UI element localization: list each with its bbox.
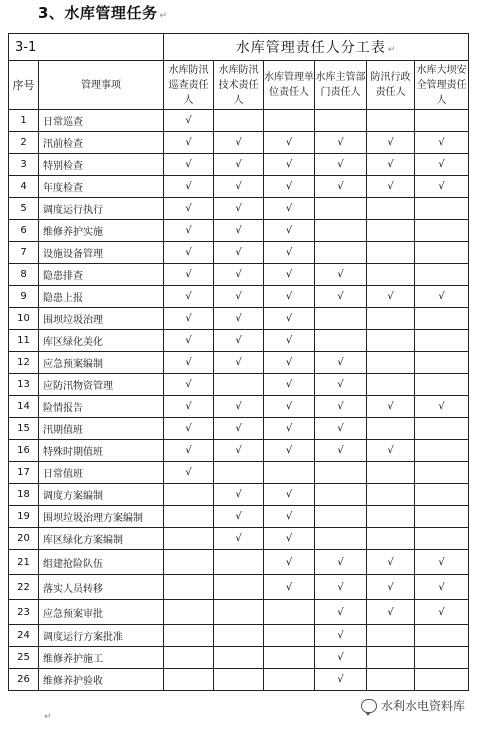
empty-cell (164, 647, 214, 669)
empty-cell (367, 220, 415, 242)
empty-cell (367, 418, 415, 440)
row-number: 17 (9, 462, 39, 484)
col-header-role: 防汛行政责任人 (367, 61, 415, 110)
empty-cell (367, 462, 415, 484)
check-mark: √ (315, 669, 367, 691)
empty-cell (415, 625, 469, 647)
empty-cell (315, 462, 367, 484)
row-number: 2 (9, 132, 39, 154)
row-item: 应防汛物资管理 (39, 374, 164, 396)
check-mark: √ (315, 264, 367, 286)
empty-cell (367, 506, 415, 528)
watermark (361, 697, 465, 714)
row-number: 9 (9, 286, 39, 308)
row-number: 13 (9, 374, 39, 396)
table-row (9, 647, 469, 669)
check-mark: √ (367, 440, 415, 462)
empty-cell (214, 647, 264, 669)
empty-cell (315, 242, 367, 264)
row-item: 特别检查 (39, 154, 164, 176)
check-mark: √ (367, 575, 415, 600)
row-item: 组建抢险队伍 (39, 550, 164, 575)
table-row (9, 154, 469, 176)
check-mark: √ (214, 220, 264, 242)
row-item: 库区绿化美化 (39, 330, 164, 352)
check-mark: √ (214, 484, 264, 506)
empty-cell (164, 575, 214, 600)
empty-cell (214, 550, 264, 575)
check-mark: √ (164, 154, 214, 176)
table-row (9, 669, 469, 691)
empty-cell (415, 220, 469, 242)
row-number: 16 (9, 440, 39, 462)
empty-cell (367, 352, 415, 374)
check-mark: √ (214, 308, 264, 330)
table-title: 水库管理责任人分工表 ↵ (164, 34, 469, 61)
check-mark: √ (164, 242, 214, 264)
empty-cell (315, 308, 367, 330)
row-number: 7 (9, 242, 39, 264)
check-mark: √ (264, 484, 315, 506)
col-header-role: 水库管理单位责任人 (264, 61, 315, 110)
table-row (9, 506, 469, 528)
empty-cell (315, 330, 367, 352)
check-mark: √ (315, 352, 367, 374)
row-item: 隐患上报 (39, 286, 164, 308)
check-mark: √ (415, 154, 469, 176)
empty-cell (164, 484, 214, 506)
empty-cell (264, 110, 315, 132)
row-number: 10 (9, 308, 39, 330)
check-mark: √ (315, 647, 367, 669)
check-mark: √ (367, 550, 415, 575)
check-mark: √ (264, 286, 315, 308)
row-number: 14 (9, 396, 39, 418)
row-item: 调度方案编制 (39, 484, 164, 506)
check-mark: √ (164, 440, 214, 462)
check-mark: √ (214, 330, 264, 352)
check-mark: √ (315, 550, 367, 575)
check-mark: √ (264, 330, 315, 352)
check-mark: √ (367, 396, 415, 418)
check-mark: √ (264, 550, 315, 575)
row-number: 19 (9, 506, 39, 528)
row-item: 特殊时期值班 (39, 440, 164, 462)
check-mark: √ (367, 132, 415, 154)
row-item: 调度运行方案批准 (39, 625, 164, 647)
check-mark: √ (315, 575, 367, 600)
check-mark: √ (367, 176, 415, 198)
row-number: 11 (9, 330, 39, 352)
check-mark: √ (367, 600, 415, 625)
table-row (9, 220, 469, 242)
check-mark: √ (315, 374, 367, 396)
check-mark: √ (315, 600, 367, 625)
empty-cell (164, 669, 214, 691)
check-mark: √ (164, 286, 214, 308)
check-mark: √ (415, 600, 469, 625)
check-mark: √ (214, 352, 264, 374)
table-row (9, 462, 469, 484)
col-header-role: 水库防汛巡查责任人 (164, 61, 214, 110)
check-mark: √ (315, 154, 367, 176)
row-item: 日常值班 (39, 462, 164, 484)
row-number: 3 (9, 154, 39, 176)
row-item: 维修养护施工 (39, 647, 164, 669)
row-item: 应急预案审批 (39, 600, 164, 625)
table-caption-row (9, 34, 469, 61)
check-mark: √ (315, 132, 367, 154)
check-mark: √ (164, 132, 214, 154)
row-number: 12 (9, 352, 39, 374)
empty-cell (315, 198, 367, 220)
row-number: 25 (9, 647, 39, 669)
check-mark: √ (264, 374, 315, 396)
check-mark: √ (264, 220, 315, 242)
empty-cell (415, 669, 469, 691)
row-number: 6 (9, 220, 39, 242)
empty-cell (415, 374, 469, 396)
row-item: 隐患排查 (39, 264, 164, 286)
check-mark: √ (367, 286, 415, 308)
check-mark: √ (264, 132, 315, 154)
chat-bubble-icon (361, 699, 377, 713)
empty-cell (315, 220, 367, 242)
empty-cell (214, 462, 264, 484)
row-item: 落实人员转移 (39, 575, 164, 600)
responsibility-table (8, 33, 469, 691)
table-row (9, 308, 469, 330)
table-row (9, 575, 469, 600)
check-mark: √ (214, 242, 264, 264)
empty-cell (367, 625, 415, 647)
watermark-text: 水利水电资料库 (380, 699, 465, 713)
empty-cell (264, 625, 315, 647)
check-mark: √ (264, 154, 315, 176)
table-row (9, 528, 469, 550)
check-mark: √ (264, 198, 315, 220)
row-number: 23 (9, 600, 39, 625)
col-header-item: 管理事项 (39, 61, 164, 110)
empty-cell (164, 600, 214, 625)
row-number: 4 (9, 176, 39, 198)
row-item: 年度检查 (39, 176, 164, 198)
check-mark: √ (214, 264, 264, 286)
empty-cell (367, 528, 415, 550)
empty-cell (415, 647, 469, 669)
row-number: 1 (9, 110, 39, 132)
empty-cell (164, 625, 214, 647)
check-mark: √ (264, 506, 315, 528)
empty-cell (315, 484, 367, 506)
row-number: 5 (9, 198, 39, 220)
row-item: 库区绿化方案编制 (39, 528, 164, 550)
row-number: 21 (9, 550, 39, 575)
table-row (9, 396, 469, 418)
check-mark: √ (164, 110, 214, 132)
empty-cell (415, 484, 469, 506)
empty-cell (214, 600, 264, 625)
check-mark: √ (214, 418, 264, 440)
check-mark: √ (164, 176, 214, 198)
row-item: 应急预案编制 (39, 352, 164, 374)
check-mark: √ (315, 418, 367, 440)
empty-cell (367, 110, 415, 132)
table-row (9, 352, 469, 374)
empty-cell (264, 462, 315, 484)
check-mark: √ (264, 176, 315, 198)
section-heading (38, 2, 168, 23)
empty-cell (367, 308, 415, 330)
empty-cell (315, 110, 367, 132)
check-mark: √ (415, 132, 469, 154)
check-mark: √ (415, 396, 469, 418)
table-row (9, 374, 469, 396)
row-number: 24 (9, 625, 39, 647)
check-mark: √ (164, 308, 214, 330)
row-item: 调度运行执行 (39, 198, 164, 220)
row-number: 18 (9, 484, 39, 506)
paragraph-mark: ↵ (44, 712, 52, 722)
check-mark: √ (214, 198, 264, 220)
table-row (9, 176, 469, 198)
col-header-role: 水库防汛技术责任人 (214, 61, 264, 110)
table-row (9, 440, 469, 462)
col-header-no: 序号 (9, 61, 39, 110)
check-mark: √ (264, 528, 315, 550)
empty-cell (415, 528, 469, 550)
table-row (9, 264, 469, 286)
check-mark: √ (164, 462, 214, 484)
check-mark: √ (264, 575, 315, 600)
check-mark: √ (264, 264, 315, 286)
empty-cell (415, 198, 469, 220)
check-mark: √ (264, 308, 315, 330)
empty-cell (415, 110, 469, 132)
table-row (9, 110, 469, 132)
check-mark: √ (214, 396, 264, 418)
table-body (9, 110, 469, 691)
empty-cell (164, 528, 214, 550)
table-row (9, 550, 469, 575)
row-item: 维修养护验收 (39, 669, 164, 691)
check-mark: √ (415, 286, 469, 308)
empty-cell (367, 242, 415, 264)
empty-cell (367, 669, 415, 691)
empty-cell (264, 669, 315, 691)
row-number: 26 (9, 669, 39, 691)
row-item: 围坝垃圾治理 (39, 308, 164, 330)
check-mark: √ (164, 330, 214, 352)
empty-cell (367, 330, 415, 352)
row-item: 设施设备管理 (39, 242, 164, 264)
check-mark: √ (214, 440, 264, 462)
empty-cell (214, 625, 264, 647)
col-header-role: 水库主管部门责任人 (315, 61, 367, 110)
check-mark: √ (264, 352, 315, 374)
row-number: 22 (9, 575, 39, 600)
check-mark: √ (315, 625, 367, 647)
check-mark: √ (214, 132, 264, 154)
check-mark: √ (164, 198, 214, 220)
check-mark: √ (315, 440, 367, 462)
check-mark: √ (415, 176, 469, 198)
check-mark: √ (164, 352, 214, 374)
table-row (9, 484, 469, 506)
empty-cell (264, 647, 315, 669)
empty-cell (415, 242, 469, 264)
empty-cell (415, 264, 469, 286)
table-row (9, 286, 469, 308)
row-item: 维修养护实施 (39, 220, 164, 242)
empty-cell (415, 418, 469, 440)
section-heading-text: 3、水库管理任务 (38, 4, 158, 22)
table-header-row (9, 61, 469, 110)
check-mark: √ (214, 176, 264, 198)
empty-cell (214, 669, 264, 691)
empty-cell (214, 374, 264, 396)
table-row (9, 198, 469, 220)
paragraph-mark: ↵ (159, 11, 168, 21)
table-row (9, 330, 469, 352)
empty-cell (415, 352, 469, 374)
table-row (9, 625, 469, 647)
check-mark: √ (164, 374, 214, 396)
row-number: 20 (9, 528, 39, 550)
row-item: 险情报告 (39, 396, 164, 418)
check-mark: √ (315, 176, 367, 198)
row-number: 15 (9, 418, 39, 440)
check-mark: √ (214, 286, 264, 308)
table-row (9, 242, 469, 264)
empty-cell (315, 506, 367, 528)
empty-cell (415, 330, 469, 352)
check-mark: √ (164, 264, 214, 286)
check-mark: √ (315, 396, 367, 418)
check-mark: √ (315, 286, 367, 308)
empty-cell (367, 374, 415, 396)
empty-cell (164, 506, 214, 528)
empty-cell (367, 198, 415, 220)
check-mark: √ (214, 154, 264, 176)
check-mark: √ (164, 396, 214, 418)
row-item: 日常巡查 (39, 110, 164, 132)
check-mark: √ (415, 550, 469, 575)
table-row (9, 600, 469, 625)
table-row (9, 132, 469, 154)
check-mark: √ (264, 242, 315, 264)
empty-cell (214, 575, 264, 600)
empty-cell (367, 647, 415, 669)
check-mark: √ (264, 418, 315, 440)
empty-cell (415, 440, 469, 462)
table-number: 3-1 (9, 34, 164, 61)
row-item: 围坝垃圾治理方案编制 (39, 506, 164, 528)
empty-cell (367, 484, 415, 506)
row-item: 汛前检查 (39, 132, 164, 154)
check-mark: √ (214, 506, 264, 528)
check-mark: √ (264, 396, 315, 418)
check-mark: √ (164, 418, 214, 440)
empty-cell (367, 264, 415, 286)
empty-cell (315, 528, 367, 550)
empty-cell (415, 308, 469, 330)
check-mark: √ (367, 154, 415, 176)
check-mark: √ (164, 220, 214, 242)
row-item: 汛期值班 (39, 418, 164, 440)
check-mark: √ (415, 575, 469, 600)
table-row (9, 418, 469, 440)
col-header-role: 水库大坝安全管理责任人 (415, 61, 469, 110)
check-mark: √ (264, 440, 315, 462)
empty-cell (264, 600, 315, 625)
empty-cell (415, 462, 469, 484)
empty-cell (415, 506, 469, 528)
check-mark: √ (214, 528, 264, 550)
empty-cell (164, 550, 214, 575)
row-number: 8 (9, 264, 39, 286)
empty-cell (214, 110, 264, 132)
